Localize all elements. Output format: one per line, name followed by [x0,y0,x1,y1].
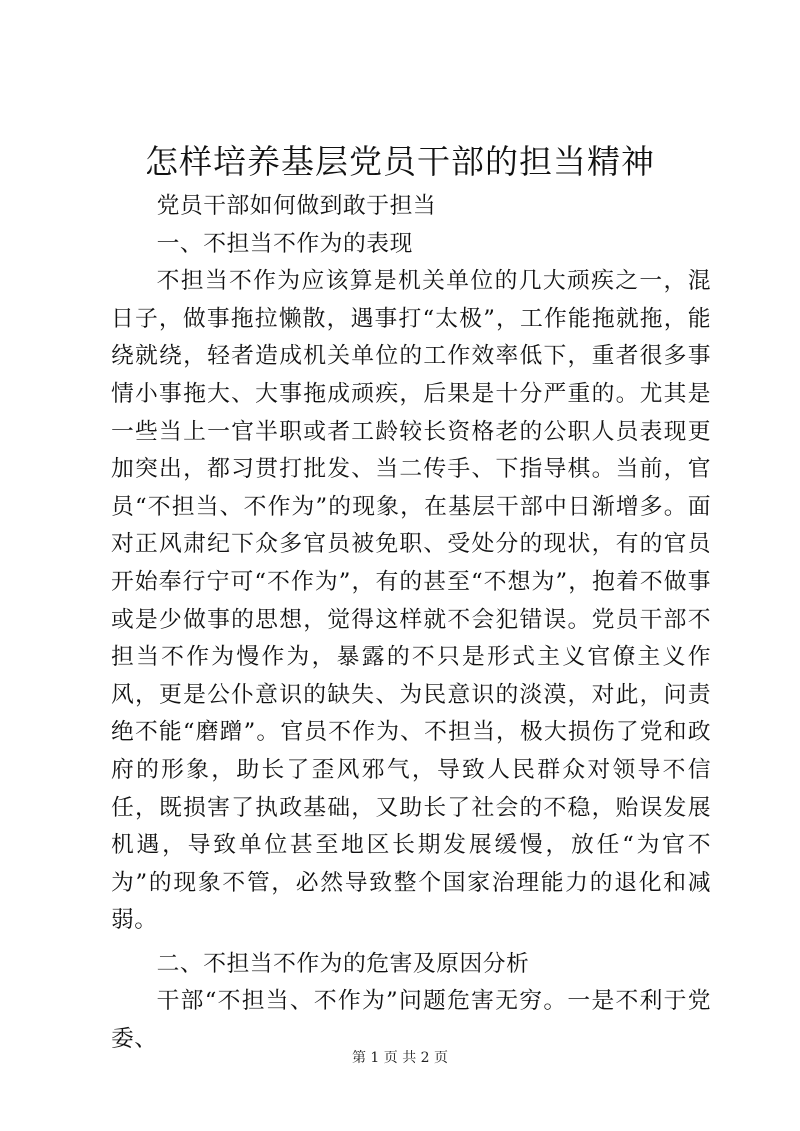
body-paragraph-1: 不担当不作为应该算是机关单位的几大顽疾之一，混日子，做事拖拉懒散，遇事打“太极”，工作能拖就拖，能绕就绕，轻者造成机关单位的工作效率低下，重者很多事情小事拖大、大事拖成顽疾，后果是十分严重的。尤其是一些当上一官半职或者工龄较长资格老的公职人员表现更加突出，都习贯打批发、当二传手、下指导棋。当前，官员“不担当、不作为”的现象，在基层干部中日渐增多。面对正风肃纪下众多官员被免职、受处分的现状，有的官员开始奉行宁可“不作为”，有的甚至“不想为”，抱着不做事或是少做事的思想，觉得这样就不会犯错误。党员干部不担当不作为慢作为，暴露的不只是形式主义官僚主义作风，更是公仆意识的缺失、为民意识的淡漠，对此，问责绝不能“磨蹭”。官员不作为、不担当，极大损伤了党和政府的形象，助长了歪风邪气，导致人民群众对领导不信任，既损害了执政基础，又助长了社会的不稳，贻误发展机遇，导致单位甚至地区长期发展缓慢，放任“为官不为”的现象不管，必然导致整个国家治理能力的退化和减弱。 [111,268,711,934]
subtitle-paragraph: 党员干部如何做到敢于担当 [156,193,437,219]
document-title: 怎样培养基层党员干部的担当精神 [145,142,655,181]
section-heading-1: 一、不担当不作为的表现 [156,230,413,257]
body-paragraph-2: 干部“不担当、不作为”问题危害无穷。一是不利于党委、 [111,988,711,1053]
page-footer: 第 1 页 共 2 页 [351,1050,449,1066]
section-heading-2: 二、不担当不作为的危害及原因分析 [156,950,530,977]
document-body [111,188,711,1059]
